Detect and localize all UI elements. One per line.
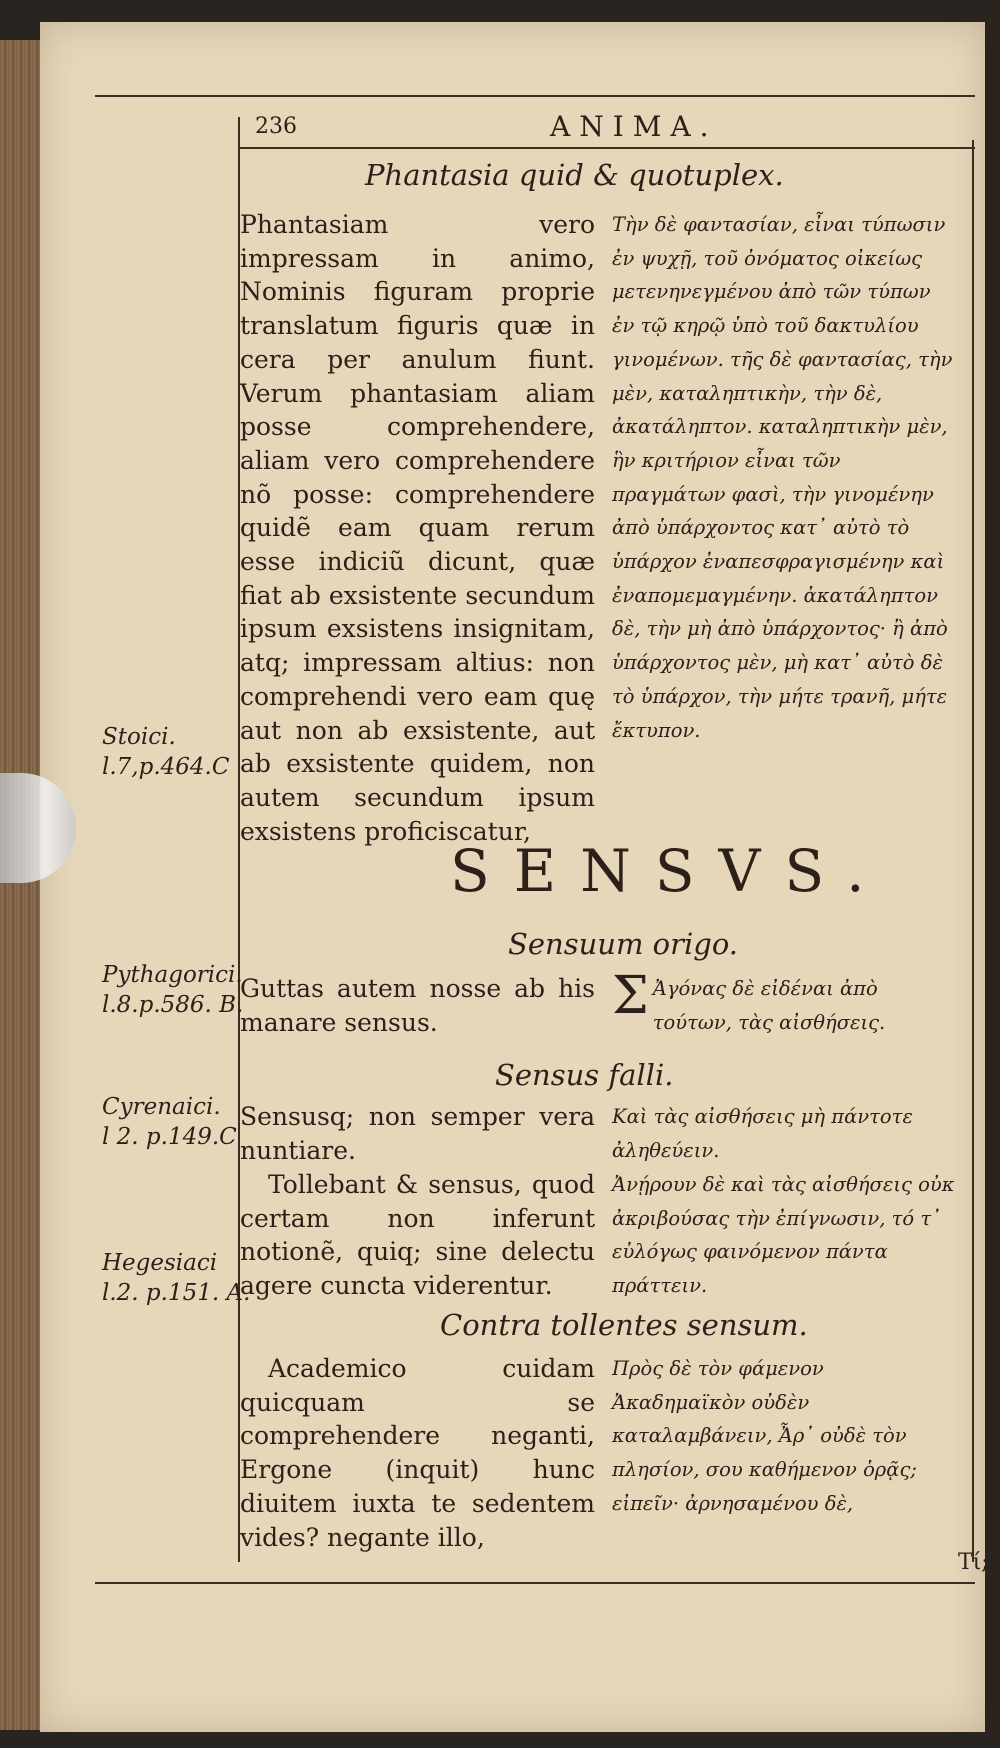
greek-text-phantasia: Τὴν δὲ φαντασίαν, εἶναι τύπωσιν ἐν ψυχῇ, τοῦ ὀνόματος οἰκείως μετενηνεγμένου ἀπὸ τῶν τύπων ἐν τῷ κηρῷ ὑπὸ τοῦ δακτυλίου γινομένων. τῆς δὲ φαντασίας, τὴν μὲν, καταληπτικὴν, τὴν δὲ, ἀκατάληπτον. καταληπτικὴν μὲν, ἣν κριτήριον εἶναι τῶν πραγμάτων φασὶ, τὴν γινομένην ἀπὸ ὑπάρχοντος κατ᾽ αὐτὸ τὸ ὑπάρχον ἐναπεσφραγισμένην καὶ ἐναπομεμαγμένην. ἀκατάληπτον δὲ, τὴν μὴ ἀπὸ ὑπάρχοντος· ἢ ἀπὸ ὑπάρχοντος μὲν, μὴ κατ᾽ αὐτὸ δὲ τὸ ὑπάρχον, τὴν μήτε τρανῆ, μήτε ἔκτυπον. bbox=[612, 213, 953, 742]
footer-rule bbox=[95, 1582, 975, 1584]
margin-note-line: Cyrenaici. bbox=[102, 1094, 221, 1120]
margin-note-line: Pythagorici. bbox=[102, 962, 243, 988]
latin-text-falli-2: Tollebant & sensus, quod certam non inferunt notionẽ, quiq; sine delectu agere cuncta viderentur. bbox=[240, 1170, 595, 1301]
latin-text-phantasia: Phantasiam vero impressam in animo, Nominis figuram proprie translatum figuris quæ in cera per anulum fiunt. Verum phantasiam aliam posse comprehendere, aliam vero comprehendere nõ posse: comprehendere quidẽ eam quam rerum esse indiciũ dicunt, quæ fiat ab exsistente secundum ipsum exsistens insignitam, atq; impressam altius: non comprehendi vero eam quę aut non ab exsistente, aut ab exsistente quidem, non autem secundum ipsum exsistens proficiscatur, bbox=[240, 210, 595, 846]
greek-text-origo bbox=[612, 966, 957, 1039]
margin-note-line: l 2. p.149.C bbox=[102, 1124, 237, 1150]
section-title-sensus: SENSVS. bbox=[450, 837, 889, 905]
section-heading-phantasia: Phantasia quid & quotuplex. bbox=[365, 158, 784, 192]
greek-drop-initial: Σ bbox=[612, 966, 649, 1026]
header-rule-lower bbox=[240, 147, 975, 149]
margin-note-stoici bbox=[102, 722, 229, 782]
header-rule bbox=[95, 95, 975, 97]
section-heading-contra: Contra tollentes sensum. bbox=[440, 1308, 808, 1342]
margin-note-line: l.8.p.586. B. bbox=[102, 992, 244, 1018]
running-head: ANIMA. bbox=[550, 110, 718, 143]
greek-text-falli-1: Καὶ τὰς αἰσθήσεις μὴ πάντοτε ἀληθεύειν. bbox=[612, 1105, 913, 1162]
right-frame-rule bbox=[972, 140, 974, 1562]
catchword: Τί; bbox=[958, 1550, 989, 1575]
latin-text-contra: Academico cuidam quicquam se comprehendere neganti, Ergone (inquit) hunc diuitem iuxta te sedentem vides? negante illo, bbox=[240, 1354, 595, 1552]
section-heading-origo: Sensuum origo. bbox=[508, 927, 738, 961]
latin-text-origo: Guttas autem nosse ab his manare sensus. bbox=[240, 974, 595, 1037]
margin-note-line: Hegesiaci bbox=[102, 1250, 218, 1276]
margin-note-pythagorici bbox=[102, 960, 243, 1020]
greek-text-falli-2: Ἀνῄρουν δὲ καὶ τὰς αἰσθήσεις οὐκ ἀκριβούσας τὴν ἐπίγνωσιν, τό τ᾽ εὐλόγως φαινόμενον πάντα πράττειν. bbox=[612, 1173, 955, 1298]
margin-note-line: Stoici. bbox=[102, 724, 176, 750]
section-heading-falli: Sensus falli. bbox=[495, 1058, 674, 1092]
greek-text-origo-body: Ἀγόνας δὲ εἰδέναι ἀπὸ τούτων, τὰς αἰσθήσεις. bbox=[652, 977, 886, 1034]
book-page bbox=[40, 22, 989, 1732]
page-number: 236 bbox=[255, 114, 297, 139]
margin-note-line: l.2. p.151. A. bbox=[102, 1280, 251, 1306]
greek-text-contra: Πρὸς δὲ τὸν φάμενον Ἀκαδημαϊκὸν οὐδὲν καταλαμβάνειν, Ἆρ᾽ οὐδὲ τὸν πλησίον, σου καθήμενον ὁρᾷς; εἰπεῖν· ἀρνησαμένου δὲ, bbox=[612, 1357, 917, 1515]
margin-note-cyrenaici bbox=[102, 1092, 237, 1152]
margin-note-hegesiaci bbox=[102, 1248, 250, 1308]
latin-text-falli-1: Sensusq; non semper vera nuntiare. bbox=[240, 1102, 595, 1165]
margin-note-line: l.7,p.464.C bbox=[102, 754, 230, 780]
